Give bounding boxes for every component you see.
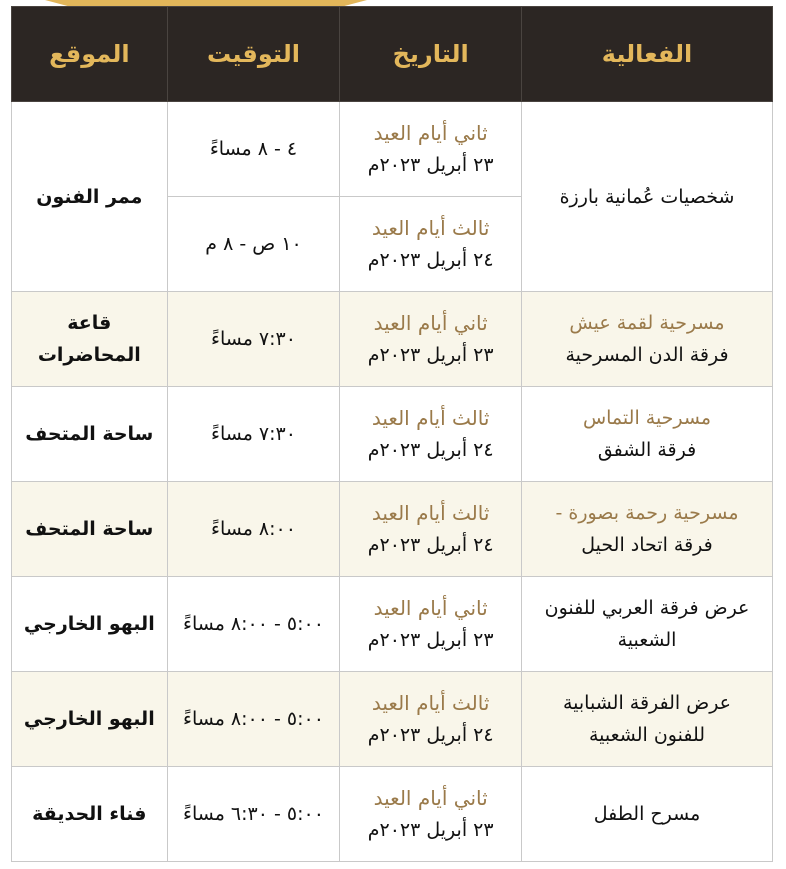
column-header-time: التوقيت [167, 7, 340, 102]
time-cell: ٧:٣٠ مساءً [167, 292, 340, 387]
date-cell [340, 767, 522, 862]
event-cell [522, 767, 773, 862]
event-name: شخصيات عُمانية بارزة [559, 185, 735, 208]
table-row [12, 767, 773, 862]
location-cell: قاعة المحاضرات [12, 292, 168, 387]
table-row [12, 672, 773, 767]
column-header-location: الموقع [12, 7, 168, 102]
column-header-date: التاريخ [340, 7, 522, 102]
event-day: ثاني أيام العيد [373, 311, 488, 335]
event-date: ٢٣ أبريل ٢٠٢٣م [367, 819, 494, 841]
event-day: ثاني أيام العيد [373, 786, 488, 810]
event-cell [522, 292, 773, 387]
date-cell [340, 387, 522, 482]
time-cell: ٤ - ٨ مساءً [167, 102, 340, 197]
time-cell: ١٠ ص - ٨ م [167, 197, 340, 292]
event-day: ثاني أيام العيد [373, 596, 488, 620]
event-date: ٢٤ أبريل ٢٠٢٣م [367, 249, 494, 271]
event-name-line2: للفنون الشعبية [588, 724, 706, 746]
location-cell: ممر الفنون [12, 102, 168, 292]
event-day: ثالث أيام العيد [371, 216, 490, 240]
location-cell: ساحة المتحف [12, 387, 168, 482]
event-cell [522, 672, 773, 767]
event-cell [522, 102, 773, 292]
location-cell: ساحة المتحف [12, 482, 168, 577]
event-name-line1: عرض فرقة العربي للفنون [544, 597, 750, 619]
date-cell [340, 482, 522, 577]
time-cell: ٥:٠٠ - ٨:٠٠ مساءً [167, 577, 340, 672]
event-day: ثالث أيام العيد [371, 501, 490, 525]
event-name-line1: عرض الفرقة الشبابية [562, 692, 732, 714]
event-day: ثالث أيام العيد [371, 691, 490, 715]
event-date: ٢٤ أبريل ٢٠٢٣م [367, 724, 494, 746]
table-row [12, 102, 773, 197]
event-date: ٢٤ أبريل ٢٠٢٣م [367, 534, 494, 556]
date-cell [340, 197, 522, 292]
date-cell [340, 292, 522, 387]
time-cell: ٥:٠٠ - ٦:٣٠ مساءً [167, 767, 340, 862]
time-cell: ٥:٠٠ - ٨:٠٠ مساءً [167, 672, 340, 767]
event-title: مسرحية لقمة عيش [569, 312, 725, 334]
location-cell: فناء الحديقة [12, 767, 168, 862]
event-date: ٢٣ أبريل ٢٠٢٣م [367, 629, 494, 651]
events-schedule-table [11, 6, 773, 862]
location-cell: البهو الخارجي [12, 577, 168, 672]
table-row [12, 577, 773, 672]
event-troupe: فرقة اتحاد الحيل [581, 534, 713, 556]
event-cell [522, 387, 773, 482]
event-troupe: فرقة الدن المسرحية [565, 344, 729, 366]
event-date: ٢٣ أبريل ٢٠٢٣م [367, 154, 494, 176]
event-name-line2: الشعبية [617, 629, 677, 651]
table-header-row [12, 7, 773, 102]
time-cell: ٨:٠٠ مساءً [167, 482, 340, 577]
event-troupe: فرقة الشفق [597, 439, 697, 461]
event-date: ٢٤ أبريل ٢٠٢٣م [367, 439, 494, 461]
date-cell [340, 577, 522, 672]
table-row [12, 292, 773, 387]
column-header-event: الفعالية [522, 7, 773, 102]
location-cell: البهو الخارجي [12, 672, 168, 767]
table-row [12, 387, 773, 482]
time-cell: ٧:٣٠ مساءً [167, 387, 340, 482]
event-day: ثالث أيام العيد [371, 406, 490, 430]
date-cell [340, 672, 522, 767]
event-title: مسرحية التماس [582, 407, 712, 429]
date-cell [340, 102, 522, 197]
event-cell [522, 482, 773, 577]
event-day: ثاني أيام العيد [373, 121, 488, 145]
event-name: مسرح الطفل [593, 803, 701, 825]
event-date: ٢٣ أبريل ٢٠٢٣م [367, 344, 494, 366]
event-title: مسرحية رحمة بصورة - [555, 502, 739, 524]
event-cell [522, 577, 773, 672]
table-row [12, 482, 773, 577]
